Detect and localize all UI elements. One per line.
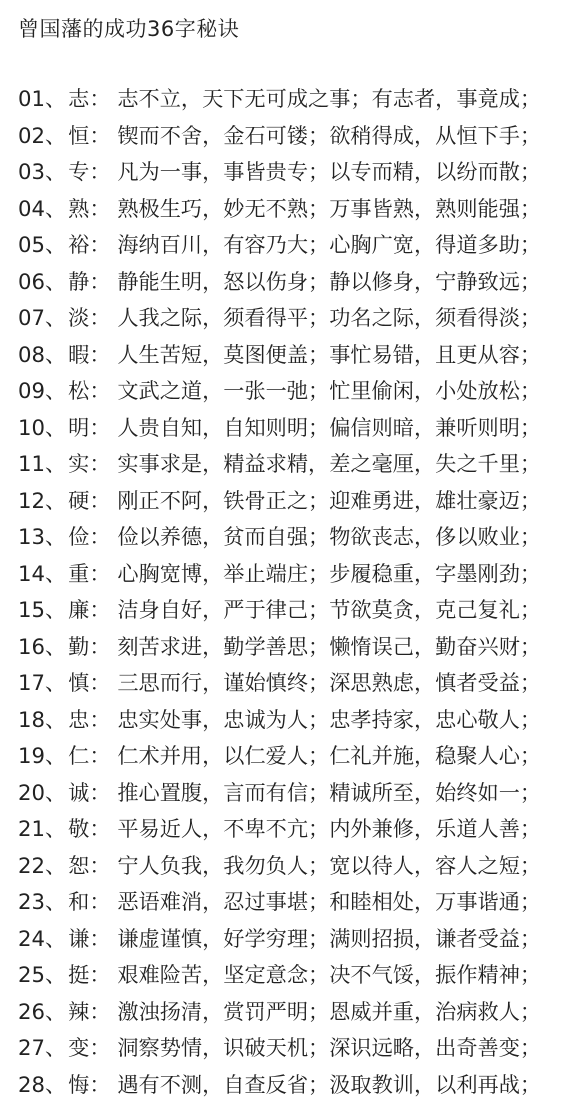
item-number: 22 (18, 853, 45, 878)
item-text: 凡为一事，事皆贵专；以专而精，以纷而散； (117, 159, 541, 184)
item-number: 24 (18, 926, 45, 951)
item-text: 静能生明，怒以伤身；静以修身，宁静致远； (117, 269, 541, 294)
list-item: 24、谦： 谦虚谨慎，好学穷理；满则招损，谦者受益； (18, 921, 563, 958)
item-number: 25 (18, 962, 45, 987)
item-character: 勤 (68, 634, 89, 659)
list-item: 25、挺： 艰难险苦，坚定意念；决不气馁，振作精神； (18, 957, 563, 994)
item-text: 洁身自好，严于律己；节欲莫贪，克己复礼； (117, 597, 541, 622)
item-character: 淡 (68, 305, 89, 330)
item-number: 04 (18, 196, 45, 221)
item-number: 03 (18, 159, 45, 184)
item-number: 18 (18, 707, 45, 732)
item-text: 仁术并用，以仁爱人；仁礼并施，稳聚人心； (117, 743, 541, 768)
list-item: 17、慎： 三思而行，谨始慎终；深思熟虑，慎者受益； (18, 665, 563, 702)
item-number: 14 (18, 561, 45, 586)
item-character: 廉 (68, 597, 89, 622)
item-character: 忠 (68, 707, 89, 732)
list-item: 01、志： 志不立，天下无可成之事；有志者，事竟成； (18, 81, 563, 118)
item-text: 宁人负我，我勿负人；宽以待人，容人之短； (117, 853, 541, 878)
item-text: 俭以养德，贫而自强；物欲丧志，侈以败业； (117, 524, 541, 549)
list-item: 07、淡： 人我之际，须看得平；功名之际，须看得淡； (18, 300, 563, 337)
item-text: 人生苦短，莫图便盖；事忙易错，且更从容； (117, 342, 541, 367)
item-text: 三思而行，谨始慎终；深思熟虑，慎者受益； (117, 670, 541, 695)
item-character: 变 (68, 1035, 89, 1060)
item-character: 诚 (68, 780, 89, 805)
item-character: 和 (68, 889, 89, 914)
item-text: 艰难险苦，坚定意念；决不气馁，振作精神； (117, 962, 541, 987)
item-character: 硬 (68, 488, 89, 513)
item-character: 恕 (68, 853, 89, 878)
item-character: 重 (68, 561, 89, 586)
item-text: 人贵自知，自知则明；偏信则暗，兼听则明； (117, 415, 541, 440)
item-number: 21 (18, 816, 45, 841)
item-number: 20 (18, 780, 45, 805)
list-item: 11、实： 实事求是，精益求精，差之毫厘，失之千里； (18, 446, 563, 483)
item-text: 海纳百川，有容乃大；心胸广宽，得道多助； (117, 232, 541, 257)
item-character: 暇 (68, 342, 89, 367)
item-number: 10 (18, 415, 45, 440)
list-item: 20、诚： 推心置腹，言而有信；精诚所至，始终如一； (18, 775, 563, 812)
item-text: 熟极生巧，妙无不熟；万事皆熟，熟则能强； (117, 196, 541, 221)
item-number: 02 (18, 123, 45, 148)
item-text: 推心置腹，言而有信；精诚所至，始终如一； (117, 780, 541, 805)
item-character: 实 (68, 451, 89, 476)
item-number: 15 (18, 597, 45, 622)
item-text: 刚正不阿，铁骨正之；迎难勇进，雄壮豪迈； (117, 488, 541, 513)
item-text: 激浊扬清，赏罚严明；恩威并重，治病救人； (117, 999, 541, 1024)
item-text: 遇有不测，自查反省；汲取教训，以利再战； (117, 1072, 541, 1097)
item-text: 人我之际，须看得平；功名之际，须看得淡； (117, 305, 541, 330)
list-item: 27、变： 洞察势情，识破天机；深识远略，出奇善变； (18, 1030, 563, 1067)
item-character: 敬 (68, 816, 89, 841)
item-number: 12 (18, 488, 45, 513)
item-character: 辣 (68, 999, 89, 1024)
list-item: 21、敬： 平易近人，不卑不亢；内外兼修，乐道人善； (18, 811, 563, 848)
list-item: 23、和： 恶语难消，忍过事堪；和睦相处，万事谐通； (18, 884, 563, 921)
item-character: 熟 (68, 196, 89, 221)
item-number: 05 (18, 232, 45, 257)
item-number: 28 (18, 1072, 45, 1097)
item-number: 09 (18, 378, 45, 403)
list-item: 26、辣： 激浊扬清，赏罚严明；恩威并重，治病救人； (18, 994, 563, 1031)
secrets-list (18, 81, 563, 1103)
item-character: 志 (68, 86, 89, 111)
list-item: 10、明： 人贵自知，自知则明；偏信则暗，兼听则明； (18, 410, 563, 447)
list-item: 13、俭： 俭以养德，贫而自强；物欲丧志，侈以败业； (18, 519, 563, 556)
item-text: 洞察势情，识破天机；深识远略，出奇善变； (117, 1035, 541, 1060)
item-number: 19 (18, 743, 45, 768)
item-character: 明 (68, 415, 89, 440)
item-text: 刻苦求进，勤学善思；懒惰误己，勤奋兴财； (117, 634, 541, 659)
item-text: 平易近人，不卑不亢；内外兼修，乐道人善； (117, 816, 541, 841)
item-text: 实事求是，精益求精，差之毫厘，失之千里； (117, 451, 541, 476)
list-item: 19、仁： 仁术并用，以仁爱人；仁礼并施，稳聚人心； (18, 738, 563, 775)
item-character: 松 (68, 378, 89, 403)
item-number: 23 (18, 889, 45, 914)
list-item: 08、暇： 人生苦短，莫图便盖；事忙易错，且更从容； (18, 337, 563, 374)
item-number: 13 (18, 524, 45, 549)
item-number: 08 (18, 342, 45, 367)
list-item: 03、专： 凡为一事，事皆贵专；以专而精，以纷而散； (18, 154, 563, 191)
item-character: 挺 (68, 962, 89, 987)
item-number: 11 (18, 451, 45, 476)
item-number: 16 (18, 634, 45, 659)
item-text: 文武之道，一张一弛；忙里偷闲，小处放松； (117, 378, 541, 403)
item-character: 慎 (68, 670, 89, 695)
item-text: 忠实处事，忠诚为人；忠孝持家，忠心敬人； (117, 707, 541, 732)
item-character: 仁 (68, 743, 89, 768)
list-item: 18、忠： 忠实处事，忠诚为人；忠孝持家，忠心敬人； (18, 702, 563, 739)
item-character: 俭 (68, 524, 89, 549)
list-item: 09、松： 文武之道，一张一弛；忙里偷闲，小处放松； (18, 373, 563, 410)
list-item: 06、静： 静能生明，怒以伤身；静以修身，宁静致远； (18, 264, 563, 301)
list-item: 22、恕： 宁人负我，我勿负人；宽以待人，容人之短； (18, 848, 563, 885)
item-number: 06 (18, 269, 45, 294)
list-item: 15、廉： 洁身自好，严于律己；节欲莫贪，克己复礼； (18, 592, 563, 629)
item-text: 志不立，天下无可成之事；有志者，事竟成； (117, 86, 541, 111)
item-number: 27 (18, 1035, 45, 1060)
item-character: 谦 (68, 926, 89, 951)
item-text: 锲而不舍，金石可镂；欲稍得成，从恒下手； (117, 123, 541, 148)
item-number: 17 (18, 670, 45, 695)
list-item: 28、悔： 遇有不测，自查反省；汲取教训，以利再战； (18, 1067, 563, 1103)
item-number: 26 (18, 999, 45, 1024)
list-item: 16、勤： 刻苦求进，勤学善思；懒惰误己，勤奋兴财； (18, 629, 563, 666)
item-character: 恒 (68, 123, 89, 148)
item-character: 裕 (68, 232, 89, 257)
list-item: 02、恒： 锲而不舍，金石可镂；欲稍得成，从恒下手； (18, 118, 563, 155)
item-text: 恶语难消，忍过事堪；和睦相处，万事谐通； (117, 889, 541, 914)
list-item: 12、硬： 刚正不阿，铁骨正之；迎难勇进，雄壮豪迈； (18, 483, 563, 520)
item-character: 静 (68, 269, 89, 294)
list-item: 04、熟： 熟极生巧，妙无不熟；万事皆熟，熟则能强； (18, 191, 563, 228)
item-number: 01 (18, 86, 45, 111)
item-character: 专 (68, 159, 89, 184)
list-item: 05、裕： 海纳百川，有容乃大；心胸广宽，得道多助； (18, 227, 563, 264)
item-number: 07 (18, 305, 45, 330)
list-item: 14、重： 心胸宽博，举止端庄；步履稳重，字墨刚劲； (18, 556, 563, 593)
item-character: 悔 (68, 1072, 89, 1097)
page-title: 曾国藩的成功36字秘诀 (18, 14, 239, 44)
item-text: 心胸宽博，举止端庄；步履稳重，字墨刚劲； (117, 561, 541, 586)
item-text: 谦虚谨慎，好学穷理；满则招损，谦者受益； (117, 926, 541, 951)
